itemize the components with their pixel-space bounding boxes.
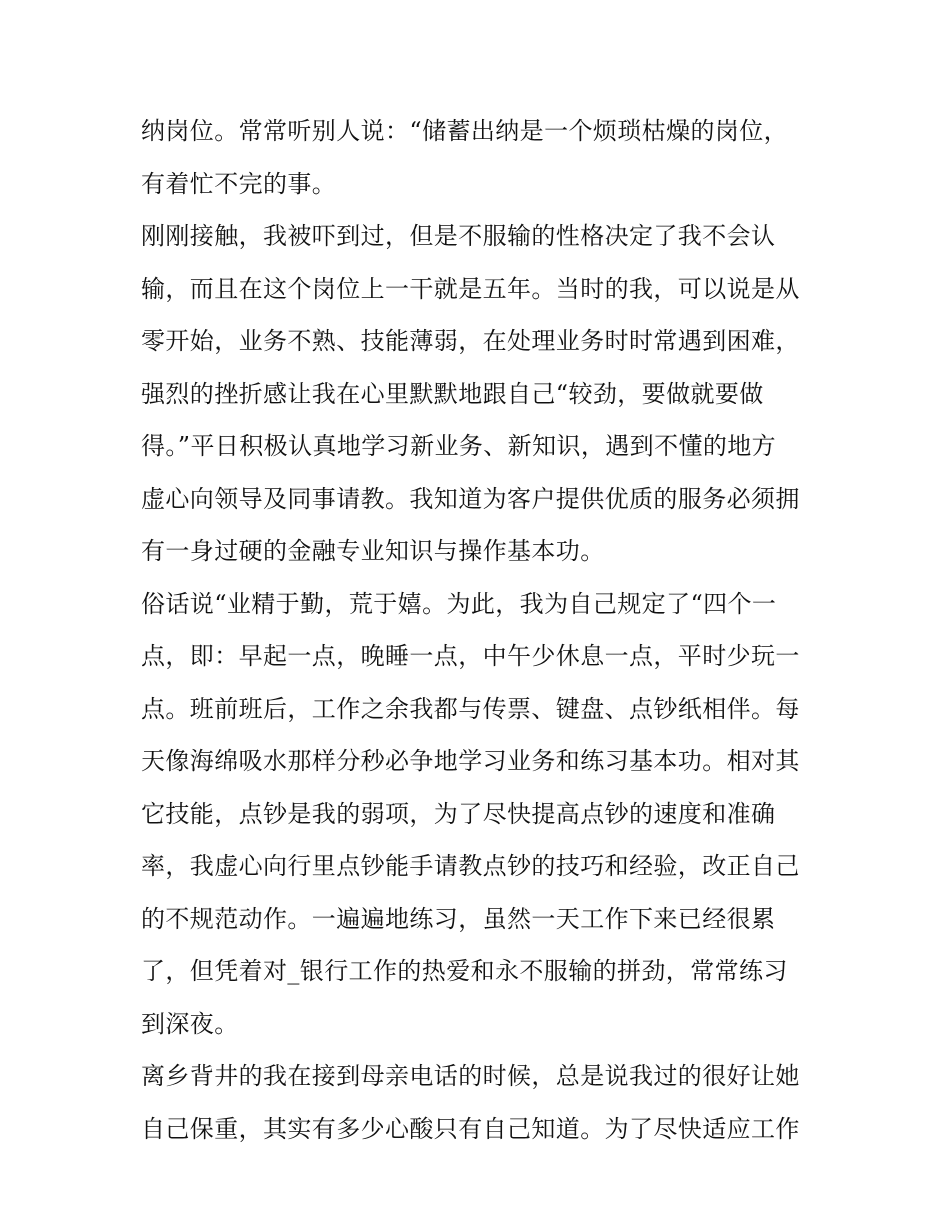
text-line: 虚心向领导及同事请教。我知道为客户提供优质的服务必须拥 [141,484,800,513]
text-line: 天像海绵吸水那样分秒必争地学习业务和练习基本功。相对其 [141,747,800,775]
text-line: 刚刚接触，我被吓到过，但是不服输的性格决定了我不会认 [141,222,776,250]
text-line: 离乡背井的我在接到母亲电话的时候，总是说我过的很好让她 [141,1062,800,1090]
text-line: 它技能，点钞是我的弱项，为了尽快提高点钞的速度和准确 [141,799,776,828]
body-text [141,105,821,1155]
text-line: 得。”平日积极认真地学习新业务、新知识，遇到不懂的地方 [141,432,777,460]
text-line: 有着忙不完的事。 [141,169,337,198]
text-line: 了，但凭着对_银行工作的热爱和永不服输的拼劲，常常练习 [141,957,788,985]
text-line: 输，而且在这个岗位上一干就是五年。当时的我，可以说是从 [141,274,800,303]
text-line: 自己保重，其实有多少心酸只有自己知道。为了尽快适应工作 [141,1114,800,1143]
text-line: 俗话说“业精于勤，荒于嬉。为此，我为自己规定了“四个一 [141,589,777,618]
text-line: 点。班前班后，工作之余我都与传票、键盘、点钞纸相伴。每 [141,694,800,723]
text-line: 零开始，业务不熟、技能薄弱，在处理业务时时常遇到困难， [141,327,800,355]
text-line: 率，我虚心向行里点钞能手请教点钞的技巧和经验，改正自己 [141,852,800,880]
text-line: 到深夜。 [141,1009,239,1038]
text-line: 有一身过硬的金融专业知识与操作基本功。 [141,537,605,565]
text-line: 强烈的挫折感让我在心里默默地跟自己“较劲，要做就要做 [141,379,764,408]
text-line: 点，即：早起一点，晚睡一点，中午少休息一点，平时少玩一 [141,642,800,670]
text-line: 的不规范动作。一遍遍地练习，虽然一天工作下来已经很累 [141,904,776,933]
text-line: 纳岗位。常常听别人说：“储蓄出纳是一个烦琐枯燥的岗位， [141,117,789,145]
